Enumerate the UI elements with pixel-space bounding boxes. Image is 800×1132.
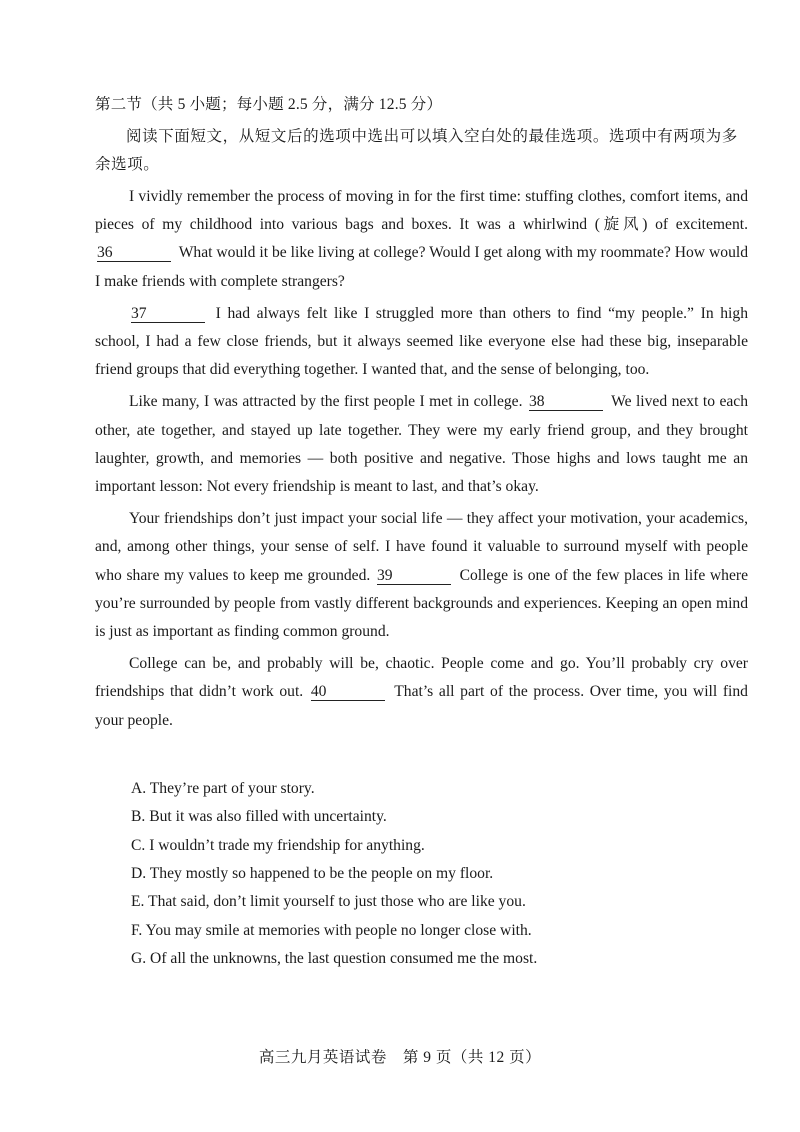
paragraph-text: Your friendships don’t just impact your social life — they affect your motivation, your academics, and, among other things, your sense of self. I have found it valuable to surround myself with people who share my values to keep me grounded. <box>95 510 748 584</box>
blank-39: 39 <box>377 568 451 585</box>
passage-paragraph-3 <box>95 388 748 501</box>
page-footer: 高三九月英语试卷 第 9 页（共 12 页） <box>258 1049 542 1066</box>
option-b: B. But it was also filled with uncertainty. <box>131 808 387 826</box>
paragraph-text: I had always felt like I struggled more than others to find “my people.” In high school, I had a few close friends, but it always seemed like everyone else had these big, inseparable friend groups that did everything together. I wanted that, and the sense of belonging, too. <box>95 304 748 379</box>
passage-paragraph-4 <box>95 505 748 646</box>
option-c: C. I wouldn’t trade my friendship for anything. <box>131 836 425 854</box>
options-list <box>95 775 748 974</box>
option-a: A. They’re part of your story. <box>131 779 315 797</box>
blank-36: 36 <box>97 245 171 262</box>
passage-paragraph-2 <box>95 300 748 385</box>
paragraph-text: What would it be like living at college? Would I get along with my roommate? How would I make friends with complete strangers? <box>95 244 749 290</box>
paragraph-text: Like many, I was attracted by the first people I met in college. <box>129 393 523 411</box>
option-e: E. That said, don’t limit yourself to just those who are like you. <box>131 893 526 911</box>
passage-paragraph-5 <box>95 650 748 735</box>
instructions: 阅读下面短文，从短文后的选项中选出可以填入空白处的最佳选项。选项中有两项为多余选项。 <box>95 128 738 173</box>
paragraph-text: I vividly remember the process of moving in for the first time: stuffing clothes, comfort items, and pieces of my childhood into various bags and boxes. It was a whirlwind (旋风) of excitement. <box>95 188 748 234</box>
passage-paragraph-1 <box>95 183 748 296</box>
option-f: F. You may smile at memories with people no longer close with. <box>131 921 532 939</box>
paragraph-text: College is one of the few places in life where you’re surrounded by people from vastly different backgrounds and experiences. Keeping an open mind is just as important as finding common ground. <box>95 566 748 641</box>
paragraph-text: That’s all part of the process. Over time, you will find your people. <box>95 683 748 729</box>
option-d: D. They mostly so happened to be the people on my floor. <box>131 865 494 883</box>
option-g: G. Of all the unknowns, the last question consumed me the most. <box>131 950 538 968</box>
blank-40: 40 <box>311 684 385 701</box>
blank-37: 37 <box>131 306 205 323</box>
blank-38: 38 <box>529 394 603 411</box>
paragraph-text: College can be, and probably will be, chaotic. People come and go. You’ll probably cry over friendships that didn’t work out. <box>95 655 748 701</box>
paragraph-text: We lived next to each other, ate together, and stayed up late together. They were my early friend group, and they brought laughter, growth, and memories — both positive and negative. Those highs and lows taught me an important lesson: Not every friendship is meant to last, and that’s okay. <box>95 393 749 496</box>
section-title: 第二节（共 5 小题；每小题 2.5 分，满分 12.5 分） <box>95 96 443 113</box>
